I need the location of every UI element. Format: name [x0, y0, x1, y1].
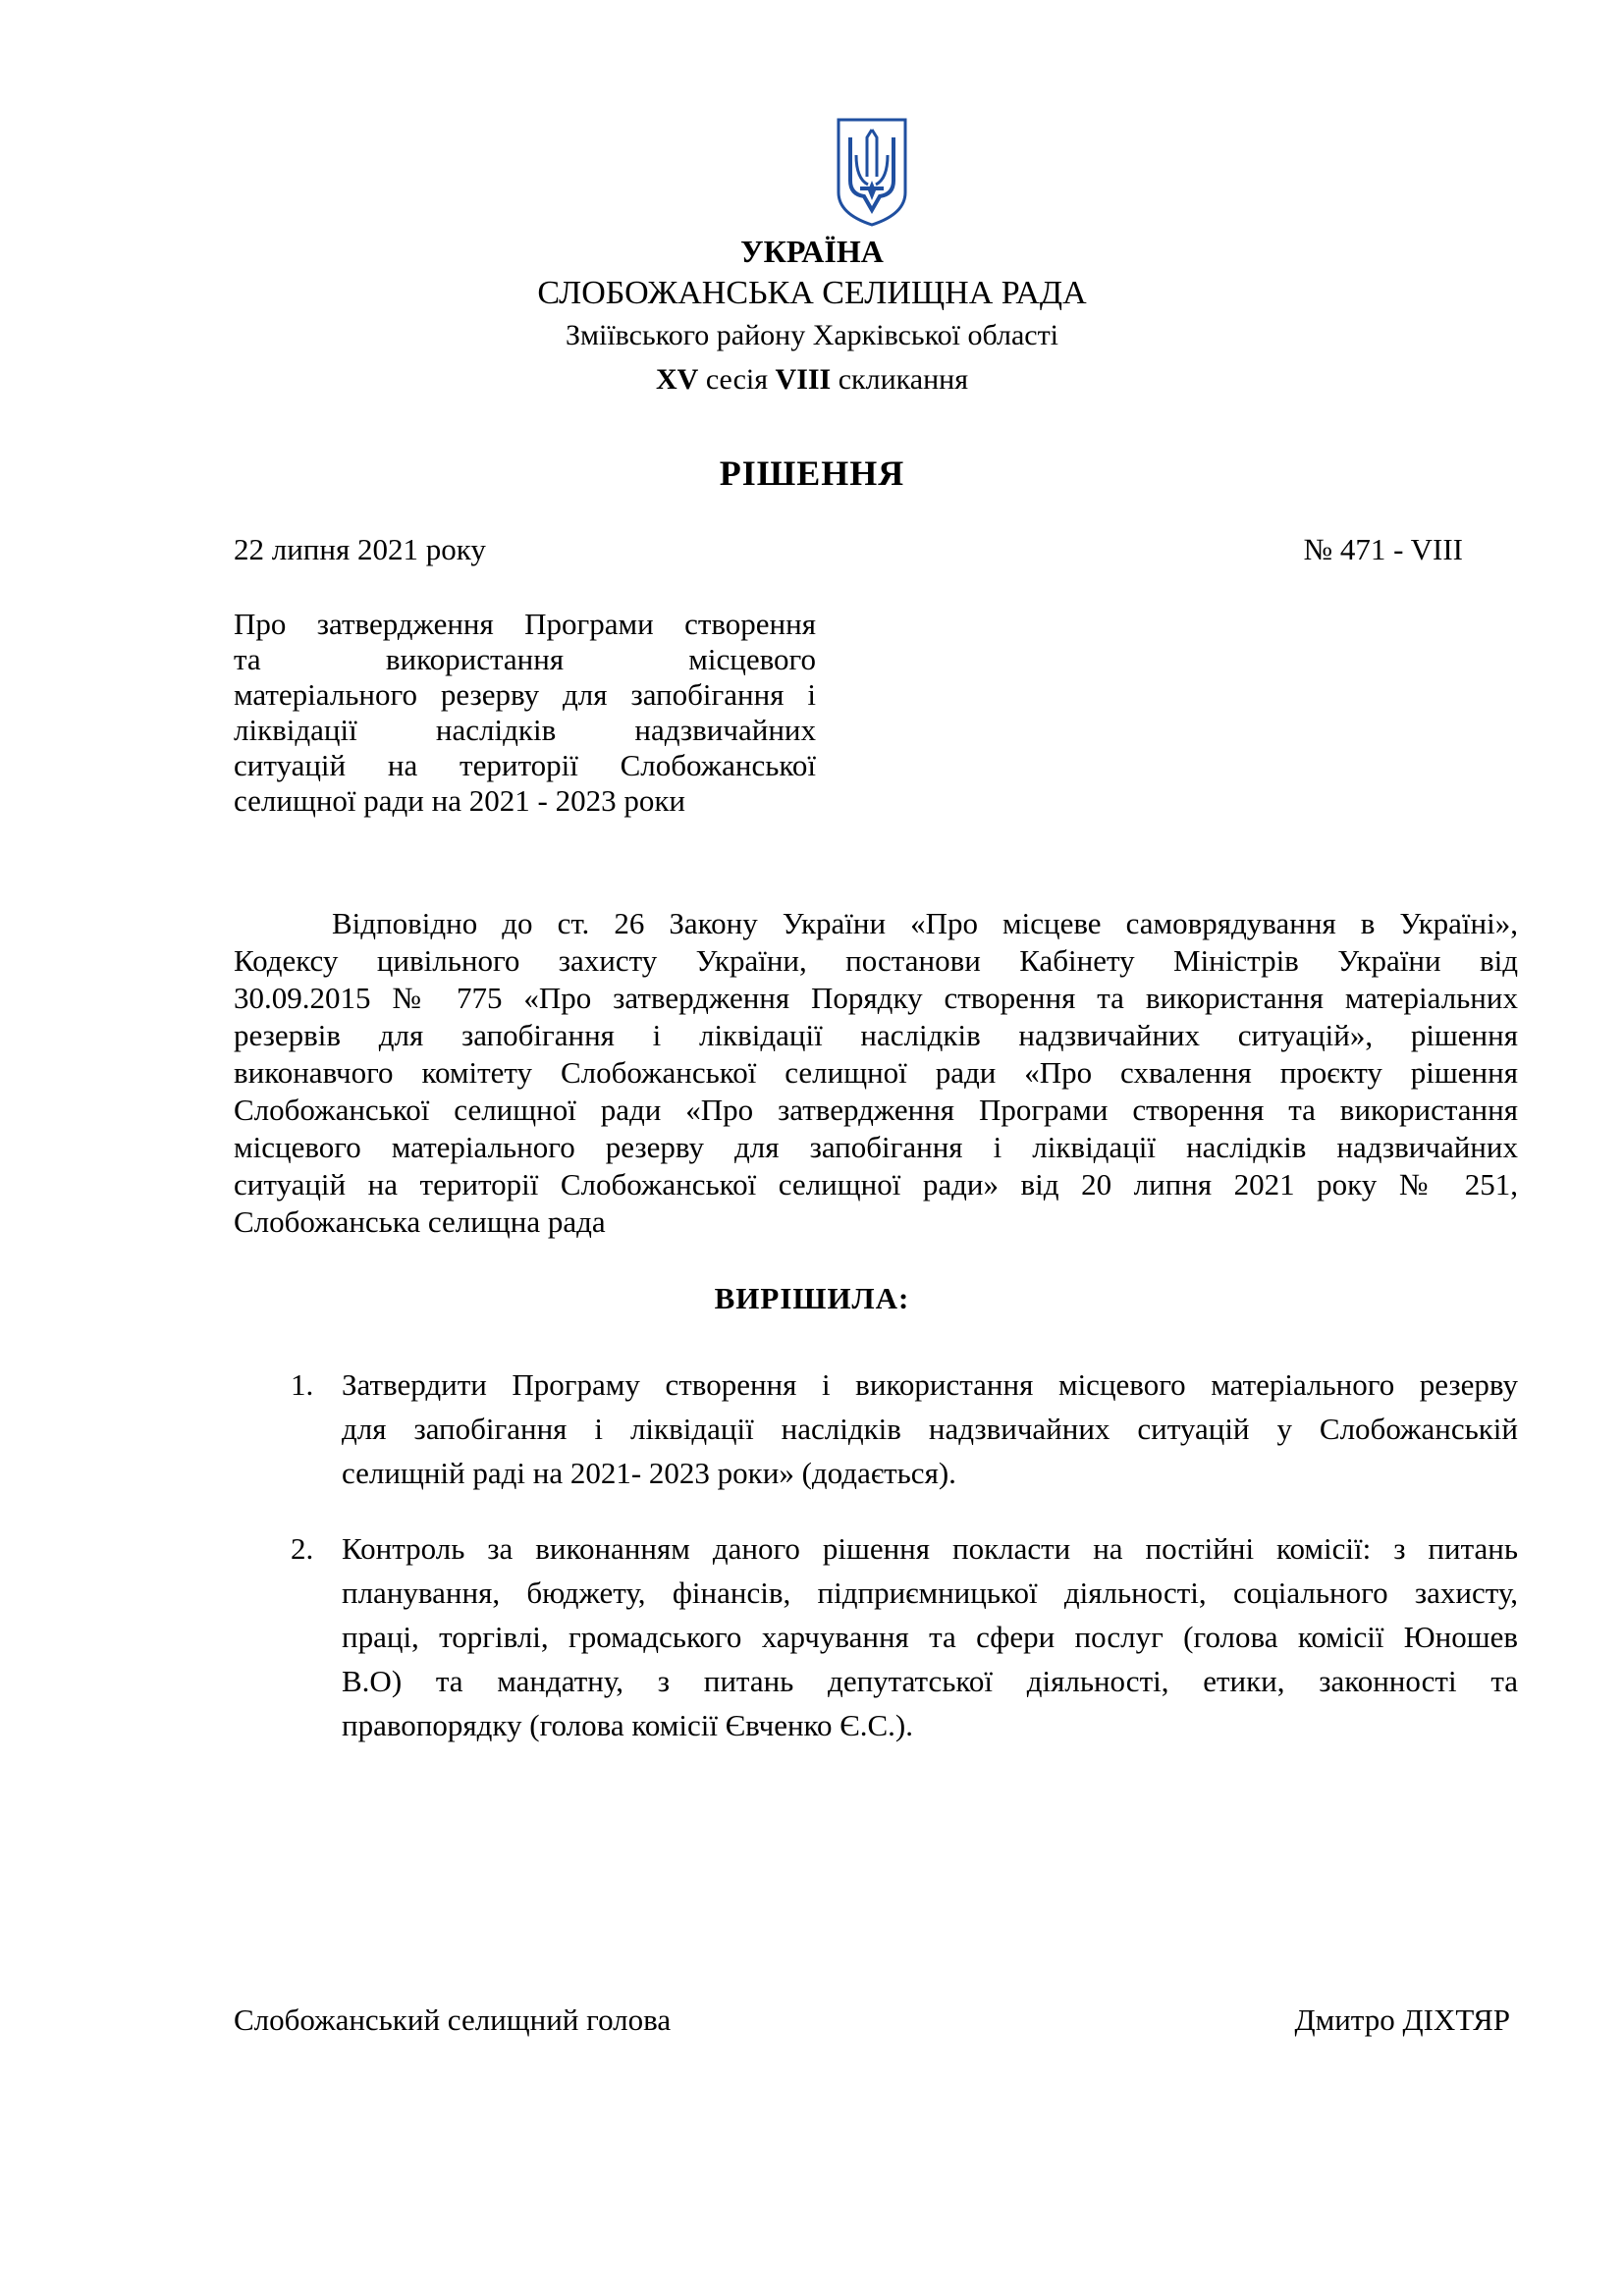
document-title: РІШЕННЯ: [719, 454, 905, 493]
preamble-line: резервів для запобігання і ліквідації наслідків надзвичайних ситуацій», рішення: [234, 1018, 1518, 1052]
signatory-name: Дмитро ДІХТЯР: [1294, 2002, 1510, 2037]
preamble-line: виконавчого комітету Слобожанської селищної ради «Про схвалення проєкту рішення: [234, 1055, 1518, 1090]
session-line: [0, 361, 1624, 399]
trident-coat-of-arms-icon: [835, 116, 909, 229]
session-word: сесія: [705, 363, 769, 396]
item-line: Контроль за виконанням даного рішення покласти на постійні комісії: з питань: [342, 1531, 1518, 1566]
item-text: [342, 1362, 1518, 1495]
district-line: Зміївського району Харківської області: [565, 319, 1059, 351]
decision-number: № 471 - VIII: [1303, 532, 1463, 566]
subject-line: селищної ради на 2021 - 2023 роки: [234, 783, 685, 818]
signatory-position: Слобожанський селищний голова: [234, 2002, 672, 2037]
decided-heading: ВИРІШИЛА:: [714, 1281, 910, 1315]
item-line: праці, торгівлі, громадського харчування та сфери послуг (голова комісії Юношев: [342, 1620, 1518, 1654]
subject-line: ситуацій на території Слобожанської: [234, 748, 816, 782]
preamble-paragraph: [234, 905, 1518, 1241]
preamble-line: Кодексу цивільного захисту України, постанови Кабінету Міністрів України від: [234, 943, 1518, 978]
preamble-line: місцевого матеріального резерву для запобігання і ліквідації наслідків надзвичайних: [234, 1130, 1518, 1164]
preamble-line: Слобожанська селищна рада: [234, 1204, 606, 1239]
council-name: СЛОБОЖАНСЬКА СЕЛИЩНА РАДА: [537, 275, 1087, 311]
item-line: для запобігання і ліквідації наслідків надзвичайних ситуацій у Слобожанській: [342, 1412, 1518, 1446]
preamble-line: Відповідно до ст. 26 Закону України «Про місцеве самоврядування в Україні»,: [332, 906, 1518, 940]
preamble-line: ситуацій на території Слобожанської селищної ради» від 20 липня 2021 року № 251,: [234, 1167, 1518, 1201]
decision-subject: [234, 607, 816, 819]
decision-date: 22 липня 2021 року: [234, 532, 486, 566]
item-line: правопорядку (голова комісії Євченко Є.С.).: [342, 1708, 914, 1742]
subject-line: ліквідації наслідків надзвичайних: [234, 713, 816, 747]
session-number: XV: [655, 363, 699, 396]
item-line: Затвердити Програму створення і використання місцевого матеріального резерву: [342, 1367, 1518, 1402]
subject-line: та використання місцевого: [234, 642, 816, 676]
item-number: 1.: [291, 1367, 314, 1402]
preamble-line: 30.09.2015 № 775 «Про затвердження Порядку створення та використання матеріальних: [234, 981, 1518, 1015]
subject-line: матеріального резерву для запобігання і: [234, 677, 816, 712]
preamble-line: Слобожанської селищної ради «Про затвердження Програми створення та використання: [234, 1093, 1518, 1127]
item-line: В.О) та мандатну, з питань депутатської діяльності, етики, законності та: [342, 1664, 1518, 1698]
convocation-number: VIII: [775, 363, 832, 396]
item-line: планування, бюджету, фінансів, підприємницької діяльності, соціального захисту,: [342, 1575, 1518, 1610]
subject-line: Про затвердження Програми створення: [234, 607, 816, 641]
item-number: 2.: [291, 1531, 314, 1566]
convocation-word: скликання: [838, 363, 968, 396]
item-line: селищній раді на 2021- 2023 роки» (додається).: [342, 1456, 956, 1490]
item-text: [342, 1526, 1518, 1747]
country-heading: УКРАЇНА: [740, 234, 884, 269]
